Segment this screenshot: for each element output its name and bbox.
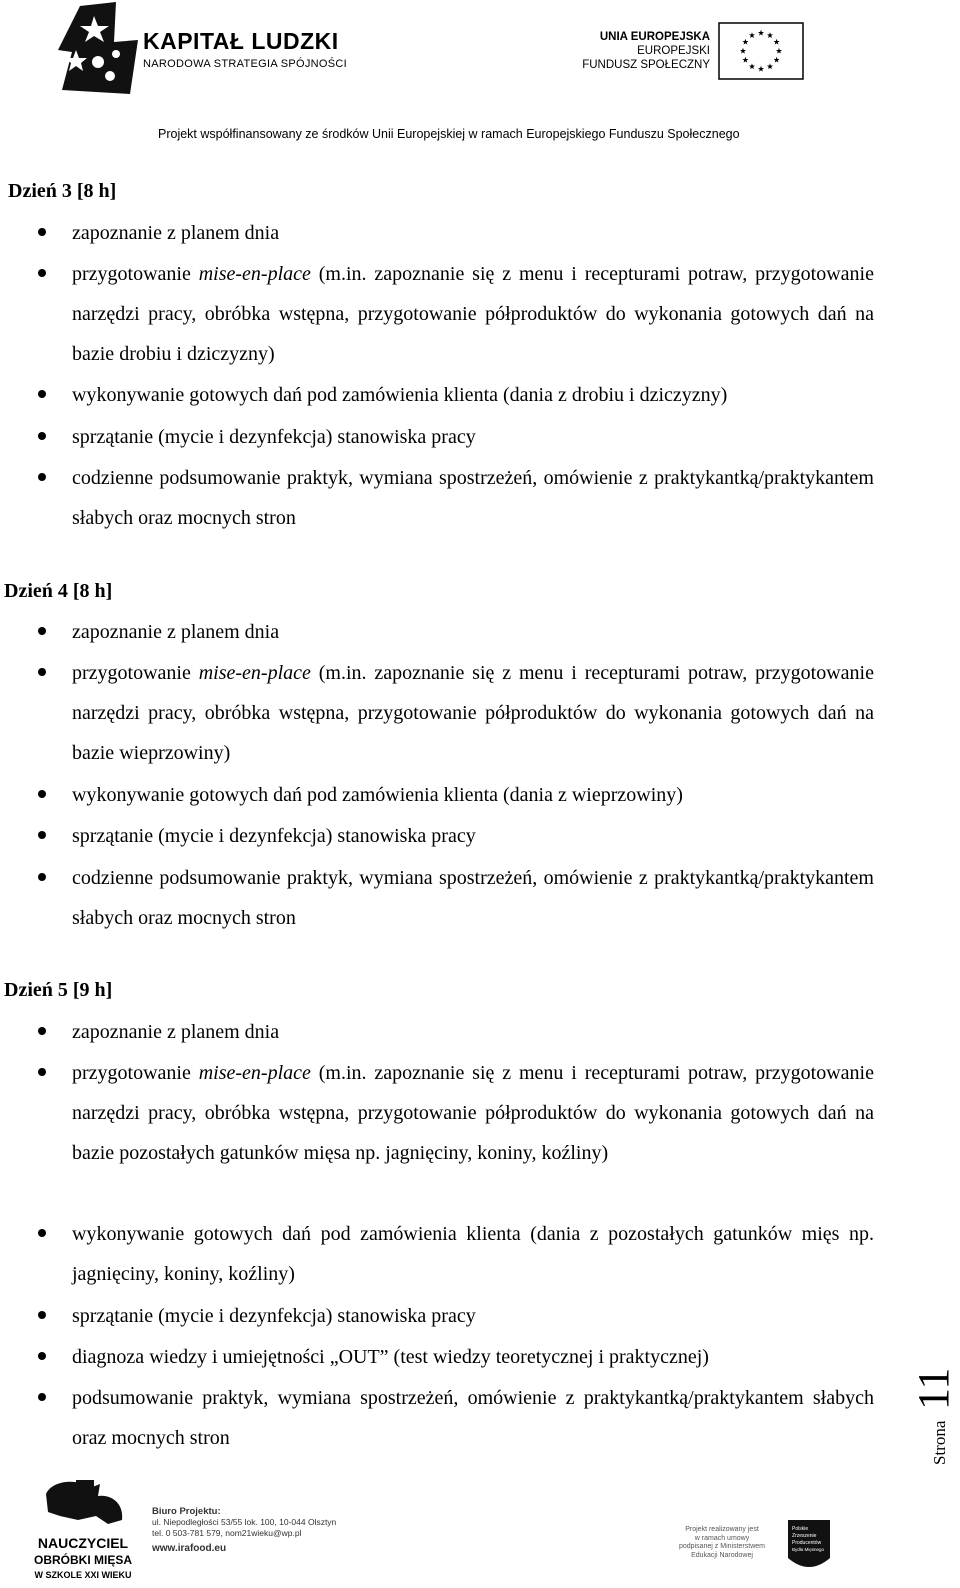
nauczyciel-obrobki-miesa-logo [33, 1476, 133, 1584]
bullet-icon [38, 269, 46, 277]
list-item: wykonywanie gotowych dań pod zamówienia klienta (dania z pozostałych gatunków mięs np. jagnięciny, koniny, koźliny) [72, 1214, 874, 1294]
project-office-info [152, 1506, 336, 1554]
list-item: codzienne podsumowanie praktyk, wymiana spostrzeżeń, omówienie z praktykantką/praktykantem słabych oraz mocnych stron [72, 858, 874, 938]
eu-flag-icon [718, 22, 804, 80]
svg-text:NAUCZYCIEL: NAUCZYCIEL [37, 1535, 129, 1551]
bullet-icon [38, 668, 46, 676]
page-header [0, 0, 960, 150]
cofinancing-note: Projekt współfinansowany ze środków Unii Europejskiej w ramach Europejskiego Funduszu Społecznego [158, 127, 740, 141]
svg-text:Bydła Mięsnego: Bydła Mięsnego [792, 1547, 825, 1552]
ministry-note: Projekt realizowany jest w ramach umowy podpisanej z Ministerstwem Edukacji Narodowej [679, 1526, 765, 1559]
list-item: diagnoza wiedzy i umiejętności „OUT” (test wiedzy teoretycznej i praktycznej) [72, 1337, 874, 1377]
page-number [909, 1355, 958, 1465]
bullet-icon [38, 1352, 46, 1360]
bullet-icon [38, 1311, 46, 1319]
day-4-title: Dzień 4 [8 h] [4, 580, 113, 602]
ue-text-block [582, 30, 710, 72]
list-item: wykonywanie gotowych dań pod zamówienia klienta (dania z drobiu i dziczyzny) [72, 375, 874, 415]
list-item: wykonywanie gotowych dań pod zamówienia klienta (dania z wieprzowiny) [72, 775, 874, 815]
list-item: przygotowanie mise-en-place (m.in. zapoznanie się z menu i recepturami potraw, przygotowanie narzędzi pracy, obróbka wstępna, przygotowanie półproduktów do wykonania gotowych dań na bazie pozostałych gatunków mięsa np. jagnięciny, koniny, koźliny) [72, 1053, 874, 1173]
bullet-icon [38, 1229, 46, 1237]
svg-text:Producentów: Producentów [792, 1540, 822, 1546]
bullet-icon [38, 873, 46, 881]
svg-text:Zrzeszenie: Zrzeszenie [792, 1533, 817, 1539]
list-item: przygotowanie mise-en-place (m.in. zapoznanie się z menu i recepturami potraw, przygotowanie narzędzi pracy, obróbka wstępna, przygotowanie półproduktów do wykonania gotowych dań na bazie drobiu i dziczyzny) [72, 254, 874, 374]
bullet-icon [38, 627, 46, 635]
ue-line-1: UNIA EUROPEJSKA [599, 31, 710, 43]
day-5-title: Dzień 5 [9 h] [4, 979, 113, 1001]
svg-text:OBRÓBKI MIĘSA: OBRÓBKI MIĘSA [33, 1553, 133, 1567]
ue-line-2: EUROPEJSKI [637, 45, 710, 57]
list-item: sprzątanie (mycie i dezynfekcja) stanowiska pracy [72, 1296, 874, 1336]
biuro-address: ul. Niepodległości 53/55 lok. 100, 10-044 Olsztyn [152, 1517, 337, 1527]
kapital-ludzki-logo [58, 2, 144, 94]
ue-line-3: FUNDUSZ SPOŁECZNY [582, 59, 710, 71]
list-item: codzienne podsumowanie praktyk, wymiana spostrzeżeń, omówienie z praktykantką/praktykantem słabych oraz mocnych stron [72, 458, 874, 538]
bullet-icon [38, 390, 46, 398]
bullet-icon [38, 790, 46, 798]
list-item: sprzątanie (mycie i dezynfekcja) stanowiska pracy [72, 417, 874, 457]
website-link[interactable]: www.irafood.eu [152, 1543, 227, 1554]
page-label: Strona [930, 1420, 949, 1465]
bullet-icon [38, 228, 46, 236]
svg-text:W SZKOLE XXI WIEKU: W SZKOLE XXI WIEKU [34, 1570, 132, 1580]
bullet-icon [38, 1393, 46, 1401]
pzpbm-emblem [786, 1518, 832, 1576]
list-item: zapoznanie z planem dnia [72, 213, 874, 253]
biuro-title: Biuro Projektu: [152, 1506, 221, 1517]
list-item: zapoznanie z planem dnia [72, 612, 874, 652]
day-3-title: Dzień 3 [8 h] [8, 180, 117, 202]
bullet-icon [38, 831, 46, 839]
list-item: przygotowanie mise-en-place (m.in. zapoznanie się z menu i recepturami potraw, przygotowanie narzędzi pracy, obróbka wstępna, przygotowanie półproduktów do wykonania gotowych dań na bazie wieprzowiny) [72, 653, 874, 773]
kl-subtitle: NARODOWA STRATEGIA SPÓJNOŚCI [143, 58, 347, 70]
biuro-contact: tel. 0 503-781 579, nom21wieku@wp.pl [152, 1528, 302, 1538]
bullet-icon [38, 432, 46, 440]
page-number-value: 11 [909, 1367, 958, 1410]
bullet-icon [38, 473, 46, 481]
bullet-icon [38, 1027, 46, 1035]
list-item: sprzątanie (mycie i dezynfekcja) stanowiska pracy [72, 816, 874, 856]
bullet-icon [38, 1068, 46, 1076]
kl-title: KAPITAŁ LUDZKI [143, 28, 339, 54]
list-item: zapoznanie z planem dnia [72, 1012, 874, 1052]
list-item: podsumowanie praktyk, wymiana spostrzeżeń, omówienie z praktykantką/praktykantem słabych oraz mocnych stron [72, 1378, 874, 1458]
svg-text:Polskie: Polskie [792, 1526, 809, 1532]
